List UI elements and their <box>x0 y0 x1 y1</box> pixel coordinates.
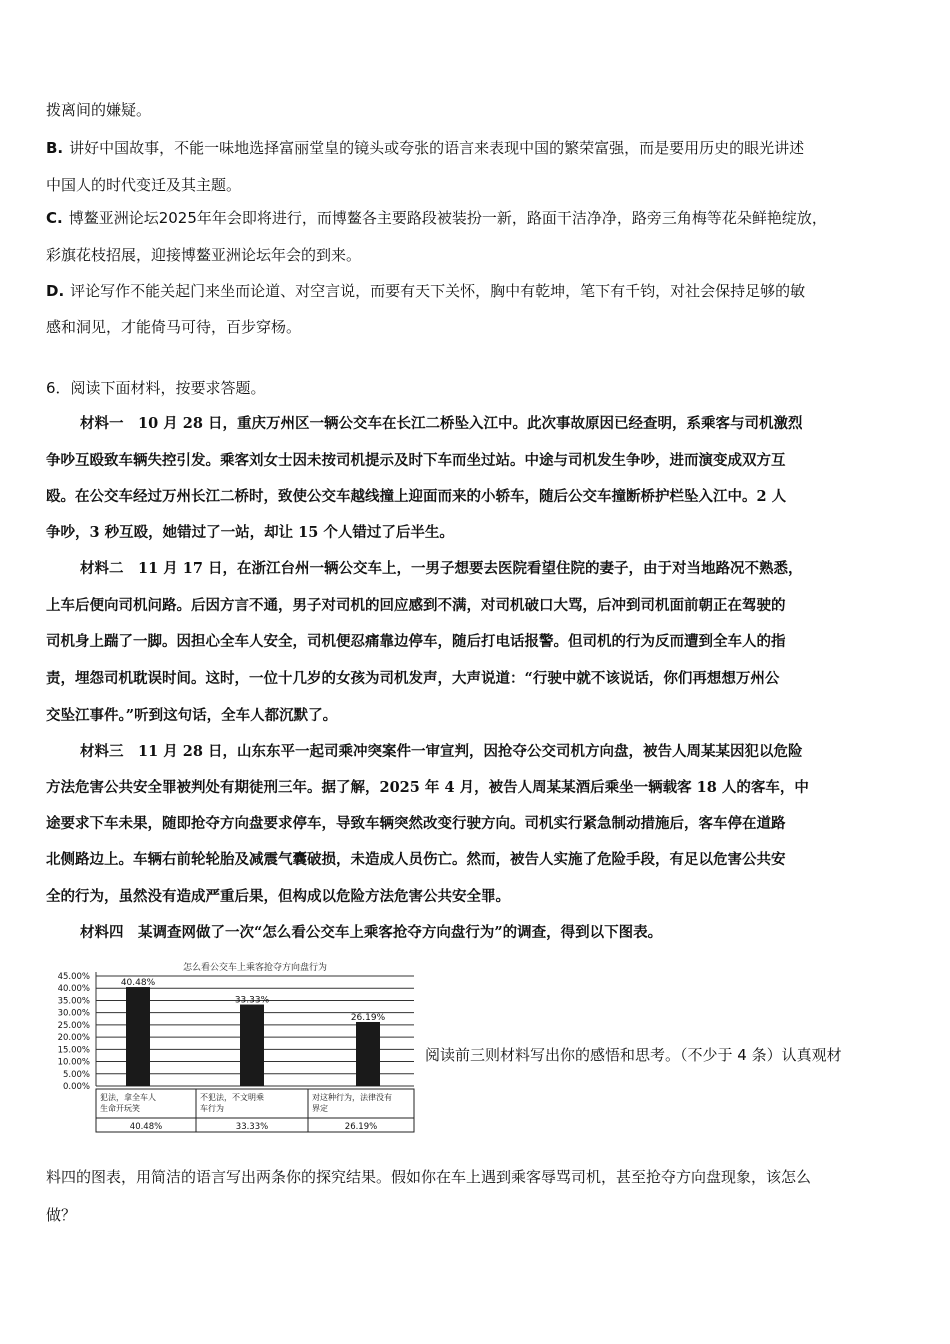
material-2-line: 交坠江事件。”听到这句话，全车人都沉默了。 <box>46 707 338 724</box>
category-label: 车行为 <box>200 1104 224 1113</box>
y-tick-label: 35.00% <box>57 996 90 1007</box>
material-3-line: 全的行为，虽然没有造成严重后果，但构成以危险方法危害公共安全罪。 <box>46 888 510 905</box>
option-c-text: 博鳌亚洲论坛2025年年会即将进行，而博鳌各主要路段被装扮一新，路面干洁净净，路旁三角梅等花朵鲜艳绽放， <box>68 209 827 227</box>
option-d <box>46 281 805 301</box>
y-tick-label: 15.00% <box>57 1045 90 1056</box>
material-3-line: 材料三 11 月 28 日，山东东平一起司乘冲突案件一审宣判，因抢夺公交司机方向盘，被告人周某某因犯以危险 <box>80 743 803 760</box>
material-2-line: 司机身上踹了一脚。因担心全车人安全，司机便忍痛靠边停车，随后打电话报警。但司机的行为反而遭到全车人的指 <box>46 633 786 650</box>
material-1-line: 材料一 10 月 28 日，重庆万州区一辆公交车在长江二桥坠入江中。此次事故原因已经查明，系乘客与司机激烈 <box>80 415 803 432</box>
y-tick-label: 25.00% <box>57 1020 90 1031</box>
material-1-line: 争吵，3 秒互殴，她错过了一站，却让 15 个人错过了后半生。 <box>46 524 454 541</box>
option-c <box>46 208 827 228</box>
y-tick-label: 45.00% <box>57 972 90 982</box>
chart-bar <box>356 1022 380 1086</box>
material-2-line: 材料二 11 月 17 日，在浙江台州一辆公交车上，一男子想要去医院看望住院的妻子，由于对当地路况不熟悉， <box>80 560 803 577</box>
y-tick-label: 5.00% <box>62 1069 90 1080</box>
option-d-cont <box>46 317 301 337</box>
material-3-line: 北侧路边上。车辆右前轮轮胎及减震气囊破损，未造成人员伤亡。然而，被告人实施了危险手段，有足以危害公共安 <box>46 851 786 868</box>
chart-bar <box>126 987 150 1086</box>
option-d-label: D. <box>46 282 65 300</box>
survey-chart-svg <box>46 958 420 1138</box>
question-final-line: 料四的图表，用简洁的语言写出两条你的探究结果。假如你在车上遇到乘客辱骂司机，甚至抢夺方向盘现象，该怎么 <box>46 1168 812 1186</box>
table-value: 26.19% <box>344 1122 378 1132</box>
option-c-text-2: 彩旗花枝招展，迎接博鳌亚洲论坛年会的到来。 <box>46 246 362 264</box>
question-inline-text: 阅读前三则材料写出你的感悟和思考。（不少于 4 条）认真观材 <box>425 1046 842 1064</box>
option-b <box>46 138 804 158</box>
category-label: 不犯法，不文明乘 <box>200 1093 264 1102</box>
category-label: 界定 <box>312 1104 328 1113</box>
category-label: 生命开玩笑 <box>100 1104 140 1113</box>
option-b-cont <box>46 175 241 195</box>
option-c-label: C. <box>46 209 63 227</box>
option-a-tail <box>46 100 151 120</box>
chart-title: 怎么看公交车上乘客抢夺方向盘行为 <box>182 963 328 973</box>
material-1-line: 殴。在公交车经过万州长江二桥时，致使公交车越线撞上迎面而来的小轿车，随后公交车撞断桥护栏坠入江中。2 人 <box>46 488 787 505</box>
chart-bar <box>240 1005 264 1086</box>
material-2-line: 上车后便向司机问路。后因方言不通，男子对司机的回应感到不满，对司机破口大骂，后冲到司机面前朝正在驾驶的 <box>46 597 786 614</box>
option-b-label: B. <box>46 139 64 157</box>
material-3-line: 方法危害公共安全罪被判处有期徒刑三年。据了解，2025 年 4 月，被告人周某某酒后乘坐一辆载客 18 人的客车，中 <box>46 779 809 796</box>
material-1-line: 争吵互殴致车辆失控引发。乘客刘女士因未按司机提示及时下车而坐过站。中途与司机发生争吵，进而演变成双方互 <box>46 452 786 469</box>
option-b-text-2: 中国人的时代变迁及其主题。 <box>46 176 242 194</box>
y-tick-label: 40.00% <box>57 984 90 995</box>
category-label: 对这种行为，法律没有 <box>312 1093 392 1102</box>
bar-data-label: 26.19% <box>350 1012 386 1023</box>
option-a-text: 拨离间的嫌疑。 <box>46 101 152 119</box>
y-tick-label: 20.00% <box>57 1033 90 1044</box>
y-tick-label: 0.00% <box>62 1082 90 1092</box>
question-heading: 6．阅读下面材料，按要求答题。 <box>46 379 266 397</box>
option-c-cont <box>46 245 361 265</box>
table-value: 33.33% <box>235 1122 269 1132</box>
bar-data-label: 33.33% <box>234 995 270 1006</box>
table-value: 40.48% <box>129 1122 163 1132</box>
material-3-line: 途要求下车未果，随即抢夺方向盘要求停车，导致车辆突然改变行驶方向。司机实行紧急制动措施后，客车停在道路 <box>46 815 786 832</box>
category-label: 犯法，拿全车人 <box>100 1093 156 1102</box>
option-b-text: 讲好中国故事，不能一味地选择富丽堂皇的镜头或夸张的语言来表现中国的繁荣富强，而是要用历史的眼光讲述 <box>69 139 805 157</box>
y-tick-label: 10.00% <box>57 1057 90 1068</box>
material-4-line: 材料四 某调查网做了一次“怎么看公交车上乘客抢夺方向盘行为”的调查，得到以下图表。 <box>80 924 663 941</box>
material-2-line: 责，埋怨司机耽误时间。这时，一位十几岁的女孩为司机发声，大声说道：“行驶中就不该说话，你们再想想万州公 <box>46 670 780 687</box>
option-d-text-2: 感和洞见，才能倚马可待，百步穿杨。 <box>46 318 302 336</box>
survey-chart <box>46 958 420 1138</box>
question-final-line-2: 做？ <box>46 1206 77 1224</box>
option-d-text: 评论写作不能关起门来坐而论道、对空言说，而要有天下关怀，胸中有乾坤，笔下有千钧，对社会保持足够的敏 <box>70 282 806 300</box>
y-tick-label: 30.00% <box>57 1008 90 1019</box>
bar-data-label: 40.48% <box>120 978 156 989</box>
